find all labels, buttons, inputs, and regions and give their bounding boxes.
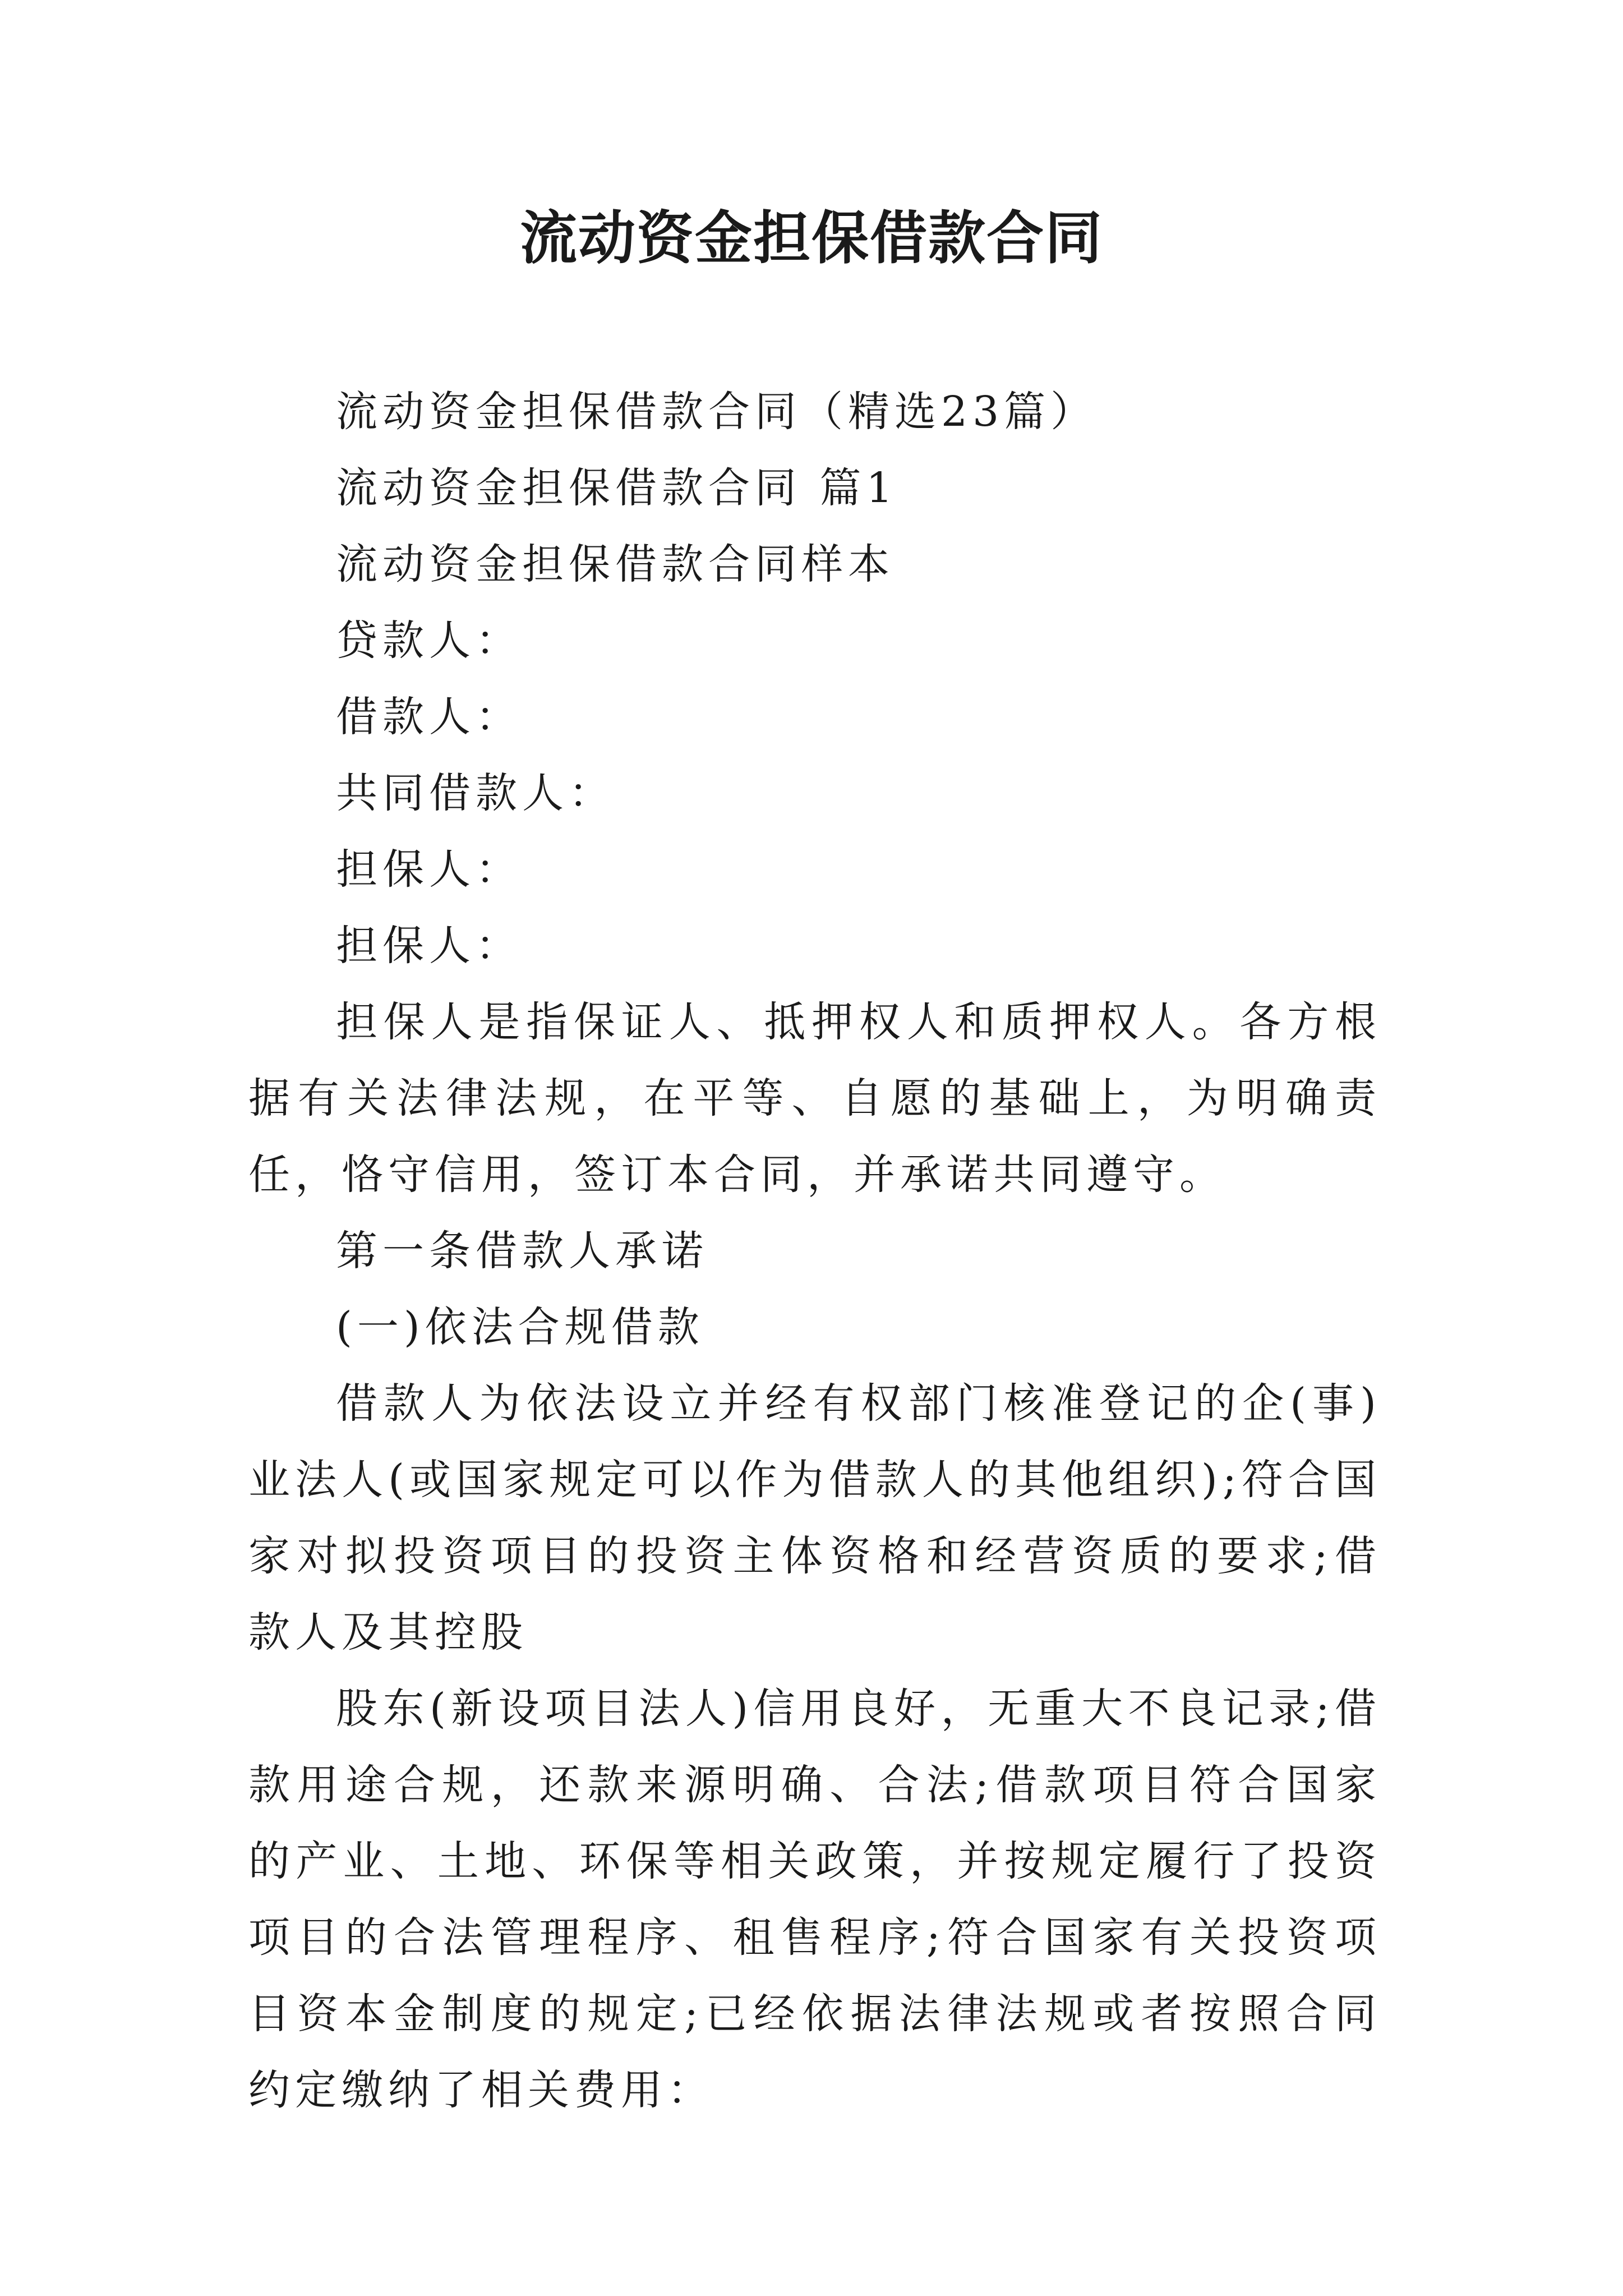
paragraph-body-2: 股东(新设项目法人)信用良好，无重大不良记录;借款用途合规，还款来源明确、合法;借款项目符合国家的产业、土地、环保等相关政策，并按规定履行了投资项目的合法管理程序、租售程序;符合国家有关投资项目资本金制度的规定;已经依据法律法规或者按照合同约定缴纳了相关费用： bbox=[248, 1685, 1381, 2114]
paragraph-guarantor-1: 担保人： bbox=[336, 845, 522, 894]
paragraph-section-heading: 流动资金担保借款合同 篇1 bbox=[336, 464, 898, 512]
paragraph-subtitle: 流动资金担保借款合同（精选23篇） bbox=[336, 388, 1098, 436]
paragraph-article-1: 第一条借款人承诺 bbox=[336, 1227, 708, 1275]
paragraph-body-1: 借款人为依法设立并经有权部门核准登记的企(事)业法人(或国家规定可以作为借款人的其他组织);符合国家对拟投资项目的投资主体资格和经营资质的要求;借款人及其控股 bbox=[248, 1379, 1381, 1657]
paragraph-preamble: 担保人是指保证人、抵押权人和质押权人。各方根据有关法律法规，在平等、自愿的基础上，为明确责任，恪守信用，签订本合同，并承诺共同遵守。 bbox=[248, 998, 1381, 1199]
paragraph-lender: 贷款人： bbox=[336, 616, 522, 665]
paragraph-clause-1: (一)依法合规借款 bbox=[336, 1303, 704, 1351]
paragraph-guarantor-2: 担保人： bbox=[336, 922, 522, 970]
document-title: 流动资金担保借款合同 bbox=[520, 205, 1103, 272]
paragraph-sample-title: 流动资金担保借款合同样本 bbox=[336, 540, 895, 588]
paragraph-co-borrower: 共同借款人： bbox=[336, 769, 615, 817]
document-body bbox=[248, 374, 1381, 2128]
paragraph-borrower: 借款人： bbox=[336, 693, 522, 741]
